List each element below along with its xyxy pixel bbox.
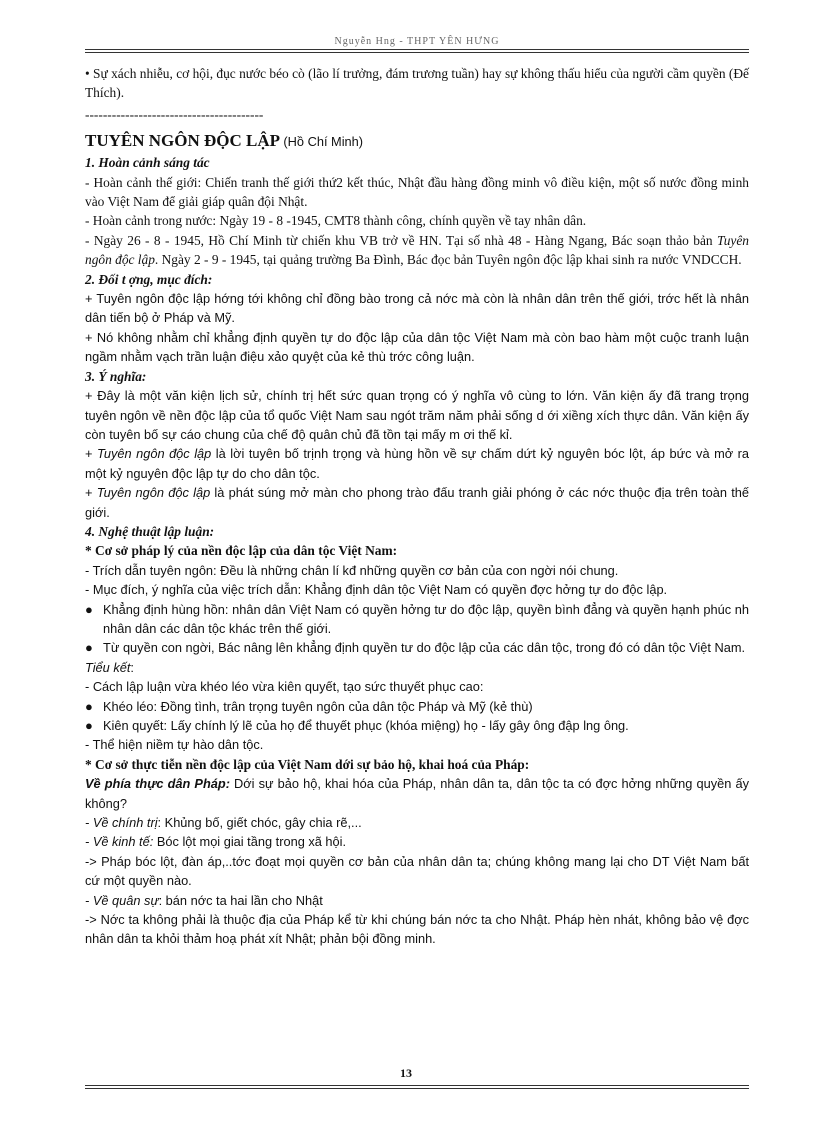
- bullet-item: [85, 716, 749, 735]
- title-main: TUYÊN NGÔN ĐỘC LẬP: [85, 131, 281, 151]
- paragraph: - Hoàn cảnh thế giới: Chiến tranh thế giới thứ2 kết thúc, Nhật đầu hàng đồng minh vô điều kiện, một số nước đồng minh vào Việt Nam để giải giáp quân đội Nhật.: [85, 174, 749, 210]
- document-body: [85, 64, 749, 949]
- document-title: [85, 130, 749, 153]
- section-heading-purpose: 2. Đối t ợng, mục đích:: [85, 271, 213, 287]
- text-run: Tiểu kết: [85, 659, 131, 675]
- text-run: +: [85, 485, 97, 501]
- title-author: (Hồ Chí Minh): [283, 134, 364, 150]
- bullet-item: [85, 600, 749, 639]
- paragraph: -> Nớc ta không phải là thuộc địa của Pháp kể từ khi chúng bán nớc ta cho Nhật. Pháp hèn nhát, không bảo vệ đợc nhân dân ta khỏi thảm hoạ phát xít Nhật; phản bội đồng minh.: [85, 912, 749, 947]
- text-run: : bán nớc ta hai lần cho Nhật: [158, 892, 323, 908]
- section-heading-context: 1. Hoàn cảnh sáng tác: [85, 155, 210, 171]
- text-run: . Ngày 2 - 9 - 1945, tại quảng trường Ba Đình, Bác đọc bản Tuyên ngôn độc lập khai sinh ra nước VNDCCH.: [154, 252, 742, 268]
- paragraph: - Thể hiện niềm tự hào dân tộc.: [85, 737, 264, 753]
- paragraph: -> Pháp bóc lột, đàn áp,..tớc đoạt mọi quyền cơ bản của nhân dân ta; chúng không mang lại cho DT Việt Nam bất cứ một quyền nào.: [85, 853, 749, 889]
- paragraph: + Tuyên ngôn độc lập hớng tới không chỉ đồng bào trong cả nớc mà còn là nhân dân trên thế giới, trớc hết là nhân dân tiến bộ ở Pháp và Mỹ.: [85, 291, 749, 326]
- intro-line: • Sự xách nhiễu, cơ hội, đục nước béo cò (lão lí trưởng, đám trương tuần) hay sự không thấu hiểu của người cầm quyền (Đế Thích).: [85, 66, 749, 101]
- text-run: Bóc lột mọi giai tầng trong xã hội.: [153, 834, 347, 850]
- paragraph: + Đây là một văn kiện lịch sử, chính trị hết sức quan trọng có ý nghĩa vô cùng to lớn. Văn kiện ấy đã trang trọng tuyên ngôn về nền độc lập của tổ quốc Việt Nam sau ngót trăm năm phải sống d ới xiềng xích thực dân. Văn kiện ấy còn tuyên bố sự cáo chung của chế độ quân chủ đã tồn tại mấy m ơi thế kỉ.: [85, 388, 749, 442]
- paragraph: [85, 832, 749, 851]
- paragraph: [85, 231, 749, 270]
- paragraph: [85, 483, 749, 522]
- footer-rule-top: [85, 1085, 749, 1086]
- separator-line: ----------------------------------------: [85, 106, 264, 122]
- paragraph: [85, 774, 749, 813]
- text-run: - Về kinh tế:: [85, 834, 154, 850]
- header-rule-top: [85, 49, 749, 50]
- italic-title-ref: Tuyên ngôn độc lập: [85, 232, 749, 268]
- paragraph: - Mục đích, ý nghĩa của việc trích dẫn: Khẳng định dân tộc Việt Nam có quyền đợc hởng tự do độc lập.: [85, 582, 668, 598]
- text-run: Về phía thực dân Pháp:: [85, 776, 230, 792]
- bullet-text: Từ quyền con ngời, Bác nâng lên khẳng định quyền tư do độc lập của các dân tộc, trong đó có dân tộc Việt Nam.: [103, 640, 746, 656]
- page-number: 13: [400, 1066, 412, 1080]
- paragraph: - Hoàn cảnh trong nước: Ngày 19 - 8 -1945, CMT8 thành công, chính quyền về tay nhân dân.: [85, 213, 587, 229]
- bullet-item: [85, 638, 749, 657]
- bullet-item: [85, 697, 749, 716]
- text-run: Dới sự bảo hộ, khai hóa của Pháp, nhân dân ta, dân tộc ta có đợc hởng những quyền ấy không?: [85, 776, 749, 811]
- subheading-practical-basis: * Cơ sở thực tiễn nền độc lập của Việt Nam dới sự bảo hộ, khai hoá của Pháp:: [85, 756, 530, 772]
- italic-title-ref: Tuyên ngôn độc lập: [96, 485, 211, 501]
- bullet-text: Khéo léo: Đồng tình, trân trọng tuyên ngôn của dân tộc Pháp và Mỹ (kẻ thù): [103, 698, 533, 714]
- text-run: +: [85, 446, 97, 462]
- paragraph: - Trích dẫn tuyên ngôn: Đều là những chân lí kđ những quyền cơ bản của con ngời nói chung.: [85, 562, 619, 578]
- paragraph: [85, 891, 749, 910]
- paragraph: + Nó không nhằm chỉ khẳng định quyền tự do độc lập của dân tộc Việt Nam mà còn bao hàm một cuộc tranh luận ngầm nhằm vạch trần luận điệu xảo quyệt của kẻ thù trớc công luận.: [85, 329, 749, 365]
- italic-title-ref: Tuyên ngôn độc lập: [96, 446, 212, 462]
- bullet-text: Kiên quyết: Lấy chính lý lẽ của họ để thuyết phục (khóa miệng) họ - lấy gây ông đập lng ông.: [103, 718, 629, 733]
- footer-rule-bottom: [85, 1088, 749, 1089]
- bullet-text: Khẳng định hùng hồn: nhân dân Việt Nam có quyền hởng tư do độc lập, quyền bình đẳng và quyền hạnh phúc nh nhân dân các dân tộc khác trên thế giới.: [103, 601, 749, 636]
- bullet-icon: ●: [85, 718, 93, 733]
- section-heading-argument: 4. Nghệ thuật lập luận:: [85, 523, 215, 539]
- paragraph: [85, 444, 749, 483]
- section-heading-meaning: 3. Ý nghĩa:: [85, 368, 147, 384]
- text-run: - Về quân sự: [85, 892, 159, 908]
- paragraph: - Cách lập luận vừa khéo léo vừa kiên quyết, tạo sức thuyết phục cao:: [85, 679, 484, 695]
- page-header: Nguyễn Hng - THPT YÊN HƯNG: [334, 36, 500, 47]
- text-run: - Về chính trị: [85, 815, 158, 831]
- bullet-icon: ●: [85, 640, 93, 656]
- text-run: :: [130, 659, 134, 675]
- text-run: : Khủng bố, giết chóc, gây chia rẽ,...: [157, 815, 362, 831]
- bullet-icon: ●: [85, 698, 93, 714]
- paragraph: [85, 813, 749, 832]
- bullet-icon: ●: [85, 601, 93, 617]
- text-run: là phát súng mở màn cho phong trào đấu tranh giải phóng ở các nớc thuộc địa trên toàn thế giới.: [85, 485, 749, 520]
- text-run: - Ngày 26 - 8 - 1945, Hồ Chí Minh từ chiến khu VB trở về HN. Tại số nhà 48 - Hàng Ngang, Bác soạn thảo bản: [85, 232, 717, 248]
- label-tieu-ket: [85, 658, 749, 677]
- text-run: là lời tuyên bố trịnh trọng và hùng hồn về sự chấm dứt kỷ nguyên bóc lột, áp bức và mở ra một kỷ nguyên độc lập tự do cho dân tộc.: [85, 446, 750, 481]
- subheading-legal-basis: * Cơ sở pháp lý của nền độc lập của dân tộc Việt Nam:: [85, 543, 398, 559]
- header-rule-bottom: [85, 52, 749, 53]
